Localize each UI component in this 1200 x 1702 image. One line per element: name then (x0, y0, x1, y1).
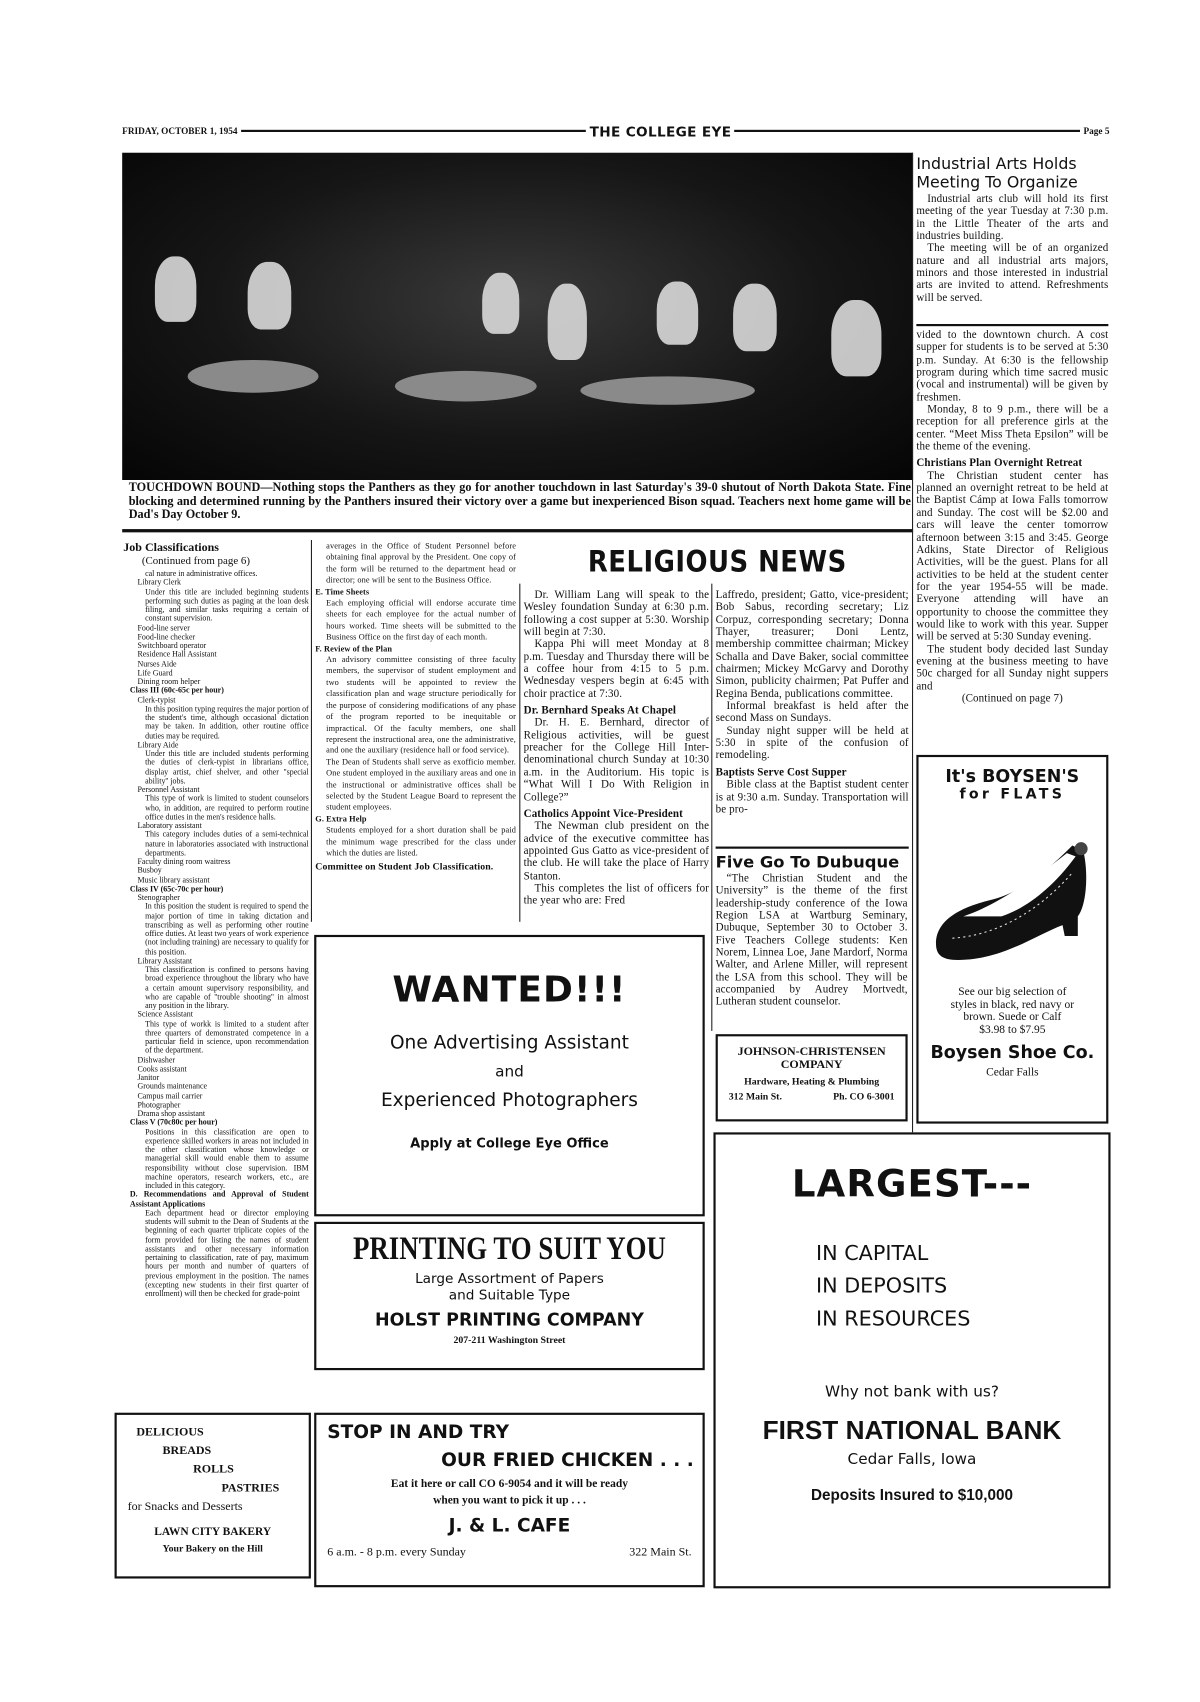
ad-description-1: See our big selection of (958, 986, 1067, 999)
section-heading: Class IV (65c-70c per hour) (129, 883, 224, 894)
paragraph: The meeting will be of an organized nature and all industrial arts majors, minors and those interested in industrial arts are invited to attend. Refreshments will be served. (916, 242, 1109, 305)
masthead-rule (241, 130, 587, 132)
paragraph: In this position typing requires the major portion of the student's time, although occasional dictation may be taken. In addition, other routine office duties may be required. (145, 703, 309, 741)
ad-line-1: Large Assortment of Papers (415, 1269, 604, 1287)
paragraph: This completes the list of officers for the year who are: Fred (523, 882, 710, 907)
subheadline: Baptists Serve Cost Supper (715, 766, 847, 779)
ad-phone: Ph. CO 6-3001 (833, 1090, 895, 1102)
jl-cafe-ad (314, 1413, 705, 1588)
paragraph: Dr. William Lang will speak to the Wesley foundation Sunday at 6:30 p.m. following a cost supper at 5:30. Worship will begin at 7:30. (523, 589, 710, 639)
paragraph: Sunday night supper will be held at 5:30 in spite of the confusion of remodeling. (715, 725, 909, 762)
job-title: Science Assistant (137, 1009, 193, 1020)
ad-title: WANTED!!! (392, 967, 627, 1011)
ad-line-4: when you want to pick it up . . . (433, 1494, 586, 1507)
ad-footer (316, 1537, 702, 1559)
newspaper-title: THE COLLEGE EYE (589, 122, 732, 140)
paragraph: In this position the student is required to spend the major portion of time in taking dictation and transcribing as well as performing other routine office duties. At least two years of work experience (not including training) are necessary to qualify for this position. (145, 901, 309, 957)
ad-city: Cedar Falls, Iowa (847, 1450, 977, 1469)
paragraph: (Continued on page 7) (961, 692, 1063, 705)
paragraph: Dr. H. E. Bernhard, director of Religious activities, will be guest preacher for the College Hill Inter-denominational church Sunday at 10:30 a.m. in the Auditorium. His topic is “What Will I Do With Religion in College?” (523, 717, 710, 804)
paragraph: The Christian student center has planned an overnight retreat to be held at the Baptist Cámp at Iowa Falls tomorrow and Sunday. The cost will be $2.00 and cars will leave the center tomorrow afternoon between 3:15 and 3:45. George Adkins, State Director of Religious Activities, will be the guest. Plans for all activities to be held at the student center for the year 1954-55 will be made. Everyone attending will have an opportunity to choose the committee they would like to work with this year. Supper will be served at 5:30 Sunday evening. (916, 469, 1109, 643)
ad-cafe-name: J. & L. CAFE (448, 1515, 571, 1538)
paragraph: Committee on Student Job Classification. (315, 861, 494, 873)
paragraph: averages in the Office of Student Personnel before obtaining final approval by the President. One copy of the form will be returned to the department head or director; one will be sent to the Business Office. (326, 541, 516, 585)
paragraph: The Newman club president on the advice of the executive committee has appointed Gus Gatto as vice-president of the club. He will take the place of Harry Stanton. (523, 820, 710, 883)
subheadline: Christians Plan Overnight Retreat (916, 457, 1083, 470)
ad-company-name: JOHNSON-CHRISTENSEN (737, 1045, 886, 1059)
job-title: Life Guard (137, 667, 173, 678)
ad-line-2: OUR FRIED CHICKEN . . . (441, 1449, 694, 1472)
paragraph: Bible class at the Baptist student center is at 9:30 a.m. Sunday. Transportation will be pro- (715, 779, 909, 816)
ad-hours: 6 a.m. - 8 p.m. every Sunday (327, 1545, 466, 1559)
ad-apply: Apply at College Eye Office (410, 1135, 609, 1151)
section-heading: Class III (60c-65c per hour) (129, 685, 224, 696)
shoe-illustration (925, 807, 1100, 982)
ad-tagline: Hardware, Heating & Plumbing (744, 1075, 880, 1087)
industrial-arts-headline: Industrial Arts Holds Meeting To Organize (916, 155, 1078, 192)
paragraph: Laffredo, president; Gatto, vice-president; Bob Sabus, recording secretary; Liz Corpuz, corresponding secretary; Donna Thayer, treasurer; Doni Lentz, membership committee chairman; Mickey Schalla and Dave Baker, social committee chairmen; Mickey McGarvy and Dorothy Simon, publicity chairmen; Pat Puffer and Regina Benda, publications committee. (715, 589, 909, 701)
job-title: Photographer (137, 1099, 181, 1110)
ad-line-3: Eat it here or call CO 6-9054 and it will be ready (390, 1478, 628, 1491)
paragraph: This category includes duties of a semi-technical nature in laboratories associated with instructional departments. (145, 829, 309, 858)
dubuque-headline: Five Go To Dubuque (715, 851, 900, 872)
religious-news-column-b (716, 589, 909, 842)
ad-city: Cedar Falls (986, 1066, 1039, 1079)
paragraph: The Dean of Students shall serve as exofficio member. One student employed in the auxiliary areas and one in the instructional or administrative offices shall be selected by the Student League Board to represent the student employees. (326, 756, 516, 813)
article-rule (716, 847, 909, 849)
paragraph: Industrial arts club will hold its first meeting of the year Tuesday at 7:30 p.m. in the Little Theater of the arts and industries building. (916, 193, 1109, 243)
job-title: Janitor (137, 1072, 160, 1083)
column-rule (519, 584, 520, 922)
ad-line-1: One Advertising Assistant (389, 1031, 629, 1054)
job-title: Residence Hall Assistant (137, 649, 217, 660)
job-title: Busboy (137, 865, 162, 876)
job-title: Library Aide (137, 739, 179, 750)
column-rule (711, 584, 712, 1031)
ad-line-5: for Snacks and Desserts (127, 1499, 243, 1514)
ad-company-name-2: COMPANY (780, 1058, 843, 1072)
ad-contact (718, 1087, 906, 1102)
first-national-bank-ad (713, 1132, 1110, 1588)
masthead (122, 122, 1109, 139)
religious-news-column-a (524, 589, 709, 923)
job-title: Nurses Aide (137, 658, 177, 669)
dubuque-article: “The Christian Student and the University” is the theme of the first leadership-study conference of the Iowa Region LSA at Wartburg Seminary, Dubuque, September 30 to October 3. Five Teachers College students: Ken Norem, Linnea Loe, Jane Mardorf, Norma Walter, and Arlene Miller, will represent the LSA from this school. They will be accompanied by Audrey Mortvedt, Lutheran student counselor. (715, 872, 908, 1009)
ad-address: 207-211 Washington Street (453, 1334, 566, 1346)
job-classifications-column-1 (123, 569, 308, 1371)
ad-line-3: IN RESOURCES (815, 1306, 971, 1331)
job-title: Library Assistant (137, 955, 193, 966)
job-title: Stenographer (137, 892, 180, 903)
holst-printing-ad (314, 1222, 705, 1370)
paragraph: An advisory committee consisting of three faculty members, the supervisor of student employment and two students will be appointed to review the classification plan and wage structure periodically for the purpose of considering modifications of any phase of the program reported to be inequitable or impractical. Of the faculty members, one shall represent the instructional area, one the administrative, and one the auxiliary (residence hall or food service). (326, 654, 516, 756)
paragraph: This type of workk is limited to a student after three quarters of demonstrated competence in a particular field in science, upon recommendation of the department. (145, 1018, 309, 1056)
ad-description-3: brown. Suede or Calf (963, 1011, 1062, 1024)
continued-from-note: (Continued from page 6) (141, 555, 250, 568)
lawn-city-bakery-ad (115, 1413, 311, 1579)
ad-title: PRINTING TO SUIT YOU (352, 1230, 666, 1267)
ad-line-4: PASTRIES (221, 1481, 280, 1495)
religious-news-headline: RELIGIOUS NEWS (587, 545, 847, 580)
ad-line-3: Experienced Photographers (380, 1089, 638, 1112)
ad-line-2: and (495, 1063, 524, 1082)
paragraph: The student body decided last Sunday evening at the business meeting to have 50c charged for all Sunday night suppers and (916, 643, 1109, 693)
ad-address: 312 Main St. (728, 1090, 782, 1102)
job-title: Personnel Assistant (137, 784, 200, 795)
ad-bank-name: FIRST NATIONAL BANK (762, 1415, 1062, 1446)
paragraph: Under this title are included students performing the duties of clerk-typist in librarians office, display artist, chief shelver, and other ''special ability'' jobs. (145, 748, 309, 786)
job-title: Laboratory assistant (137, 820, 202, 831)
religious-news-continued (916, 329, 1108, 749)
ad-line-1: STOP IN AND TRY (327, 1421, 510, 1444)
ad-line-3: ROLLS (193, 1462, 234, 1476)
boysen-shoe-ad (916, 755, 1108, 1124)
ad-question: Why not bank with us? (824, 1383, 999, 1401)
job-title: Food-line checker (137, 631, 196, 642)
ad-title: LARGEST--- (791, 1162, 1033, 1207)
job-title: Switchboard operator (137, 640, 207, 651)
ad-price: $3.98 to $7.95 (979, 1023, 1046, 1036)
paragraph: Informal breakfast is held after the second Mass on Sundays. (715, 700, 909, 725)
ad-insured: Deposits Insured to $10,000 (810, 1485, 1014, 1504)
job-title: Food-line server (137, 622, 190, 633)
industrial-arts-article (916, 193, 1108, 322)
job-title: Library Clerk (137, 577, 182, 588)
paragraph: Monday, 8 to 9 p.m., there will be a reception for all preference girls at the center. “Meet Miss Theta Epsilon” will be the theme of the evening. (916, 403, 1109, 453)
ad-line-2: IN DEPOSITS (815, 1274, 948, 1299)
ad-address: 322 Main St. (629, 1545, 692, 1559)
section-heading: E. Time Sheets (315, 586, 370, 597)
job-title: Dishwasher (137, 1054, 176, 1065)
ad-line-2: BREADS (162, 1444, 212, 1458)
page-number: Page 5 (1083, 125, 1110, 137)
paragraph: This type of work is limited to student counselors who, in addition, are required to perform routine office duties in the men's residence halls. (145, 793, 309, 822)
ad-title: It's BOYSEN'S (945, 765, 1080, 787)
johnson-christensen-ad (716, 1034, 908, 1121)
section-heading: D. Recommendations and Approval of Student Assistant Applications (129, 1189, 309, 1209)
masthead-rule (735, 130, 1081, 132)
ad-line-1: DELICIOUS (136, 1425, 204, 1439)
subheadline: Dr. Bernhard Speaks At Chapel (523, 704, 676, 717)
job-title: Grounds maintenance (137, 1081, 208, 1092)
column-rule (311, 540, 312, 922)
column-rule (912, 153, 913, 1140)
wanted-ad (314, 935, 705, 1216)
job-title: Campus mail carrier (137, 1090, 203, 1101)
paragraph: Kappa Phi will meet Monday at 8 p.m. Tuesday and Thursday there will be a coffee hour from 4:15 to 5 p.m. Wednesday vespers begin at 6:45 with choir practice at 7:30. (523, 638, 710, 701)
paragraph: Positions in this classification are open to experience skilled workers in areas not included in the other classification whose knowledge or managerial skill would enable them to assume responsibility without close supervision. IBM machine operators, research workers, etc., are included in this category. (145, 1126, 309, 1191)
ad-company: HOLST PRINTING COMPANY (375, 1309, 644, 1330)
ad-line-2: and Suitable Type (448, 1286, 571, 1303)
paragraph: Students employed for a short duration shall be paid the minimum wage prescribed for the class under which the duties are listed. (326, 824, 516, 858)
paragraph: This classification is confined to persons having broad experience throughout the library who have a certain amount supervisory responsibility, and who are capable of ''trouble shooting'' in almost any position in the library. (145, 964, 309, 1011)
ad-subtitle: for FLATS (959, 786, 1066, 803)
section-heading: G. Extra Help (315, 813, 367, 824)
photo-caption: TOUCHDOWN BOUND—Nothing stops the Panthers as they go for another touchdown in last Saturday's 39-0 shutout of North Dakota State. Fine blocking and determined running by the Panthers insured their victory over a game but inexperienced Bison squad. Teachers next home game will be Dad's Day October 9. (128, 481, 911, 522)
ad-line-1: IN CAPITAL (815, 1241, 929, 1266)
football-photo (122, 153, 913, 480)
paragraph: Under this title are included beginning students performing such duties as paging at the loan desk filing, and similar tasks requiring a certain of constant supervision. (145, 586, 309, 624)
job-title: Dining room helper (137, 676, 201, 687)
ad-list (816, 1237, 1108, 1335)
subheadline: Catholics Appoint Vice-President (523, 808, 683, 821)
job-title: Music library assistant (137, 874, 210, 885)
section-heading: Class V (70c80c per hour) (129, 1117, 218, 1128)
section-rule (122, 529, 913, 532)
paragraph: Each employing official will endorse accurate time sheets for each employee for the actual number of hours worked. Time sheets will be submitted to the Business Office on the first day of each month. (326, 597, 516, 642)
ad-tagline: Your Bakery on the Hill (162, 1542, 263, 1554)
article-rule (916, 324, 1108, 326)
paragraph: cal nature in administrative offices. (145, 569, 258, 579)
issue-date: FRIDAY, OCTOBER 1, 1954 (122, 125, 238, 137)
job-title: Drama shop assistant (137, 1108, 206, 1119)
ad-bakery-name: LAWN CITY BAKERY (154, 1526, 272, 1539)
job-title: Cooks assistant (137, 1063, 187, 1074)
job-title: Clerk-typist (137, 694, 176, 705)
ad-description-2: styles in black, red navy or (950, 998, 1075, 1011)
section-heading: F. Review of the Plan (315, 643, 393, 654)
job-classifications-column-2 (315, 541, 516, 923)
job-title: Faculty dining room waitress (137, 856, 231, 867)
paragraph: Each department head or director employing students will submit to the Dean of Students at the beginning of each quarter triplicate copies of the form provided for listing the names of student assistants and other necessary information pertaining to classification, rate of pay, maximum hours per month and number of quarters of previous employment in the position. The names (excepting new students in their first quarter of enrollment) will then be checked for grade-point (145, 1207, 309, 1299)
paragraph: vided to the downtown church. A cost supper for students is to be served at 5:30 p.m. Sunday. At 6:30 is the fellowship program during which time sacred music (vocal and instrumental) will be given by freshmen. (916, 329, 1109, 404)
ad-company: Boysen Shoe Co. (930, 1041, 1095, 1063)
job-classifications-headline: Job Classifications (123, 541, 219, 555)
